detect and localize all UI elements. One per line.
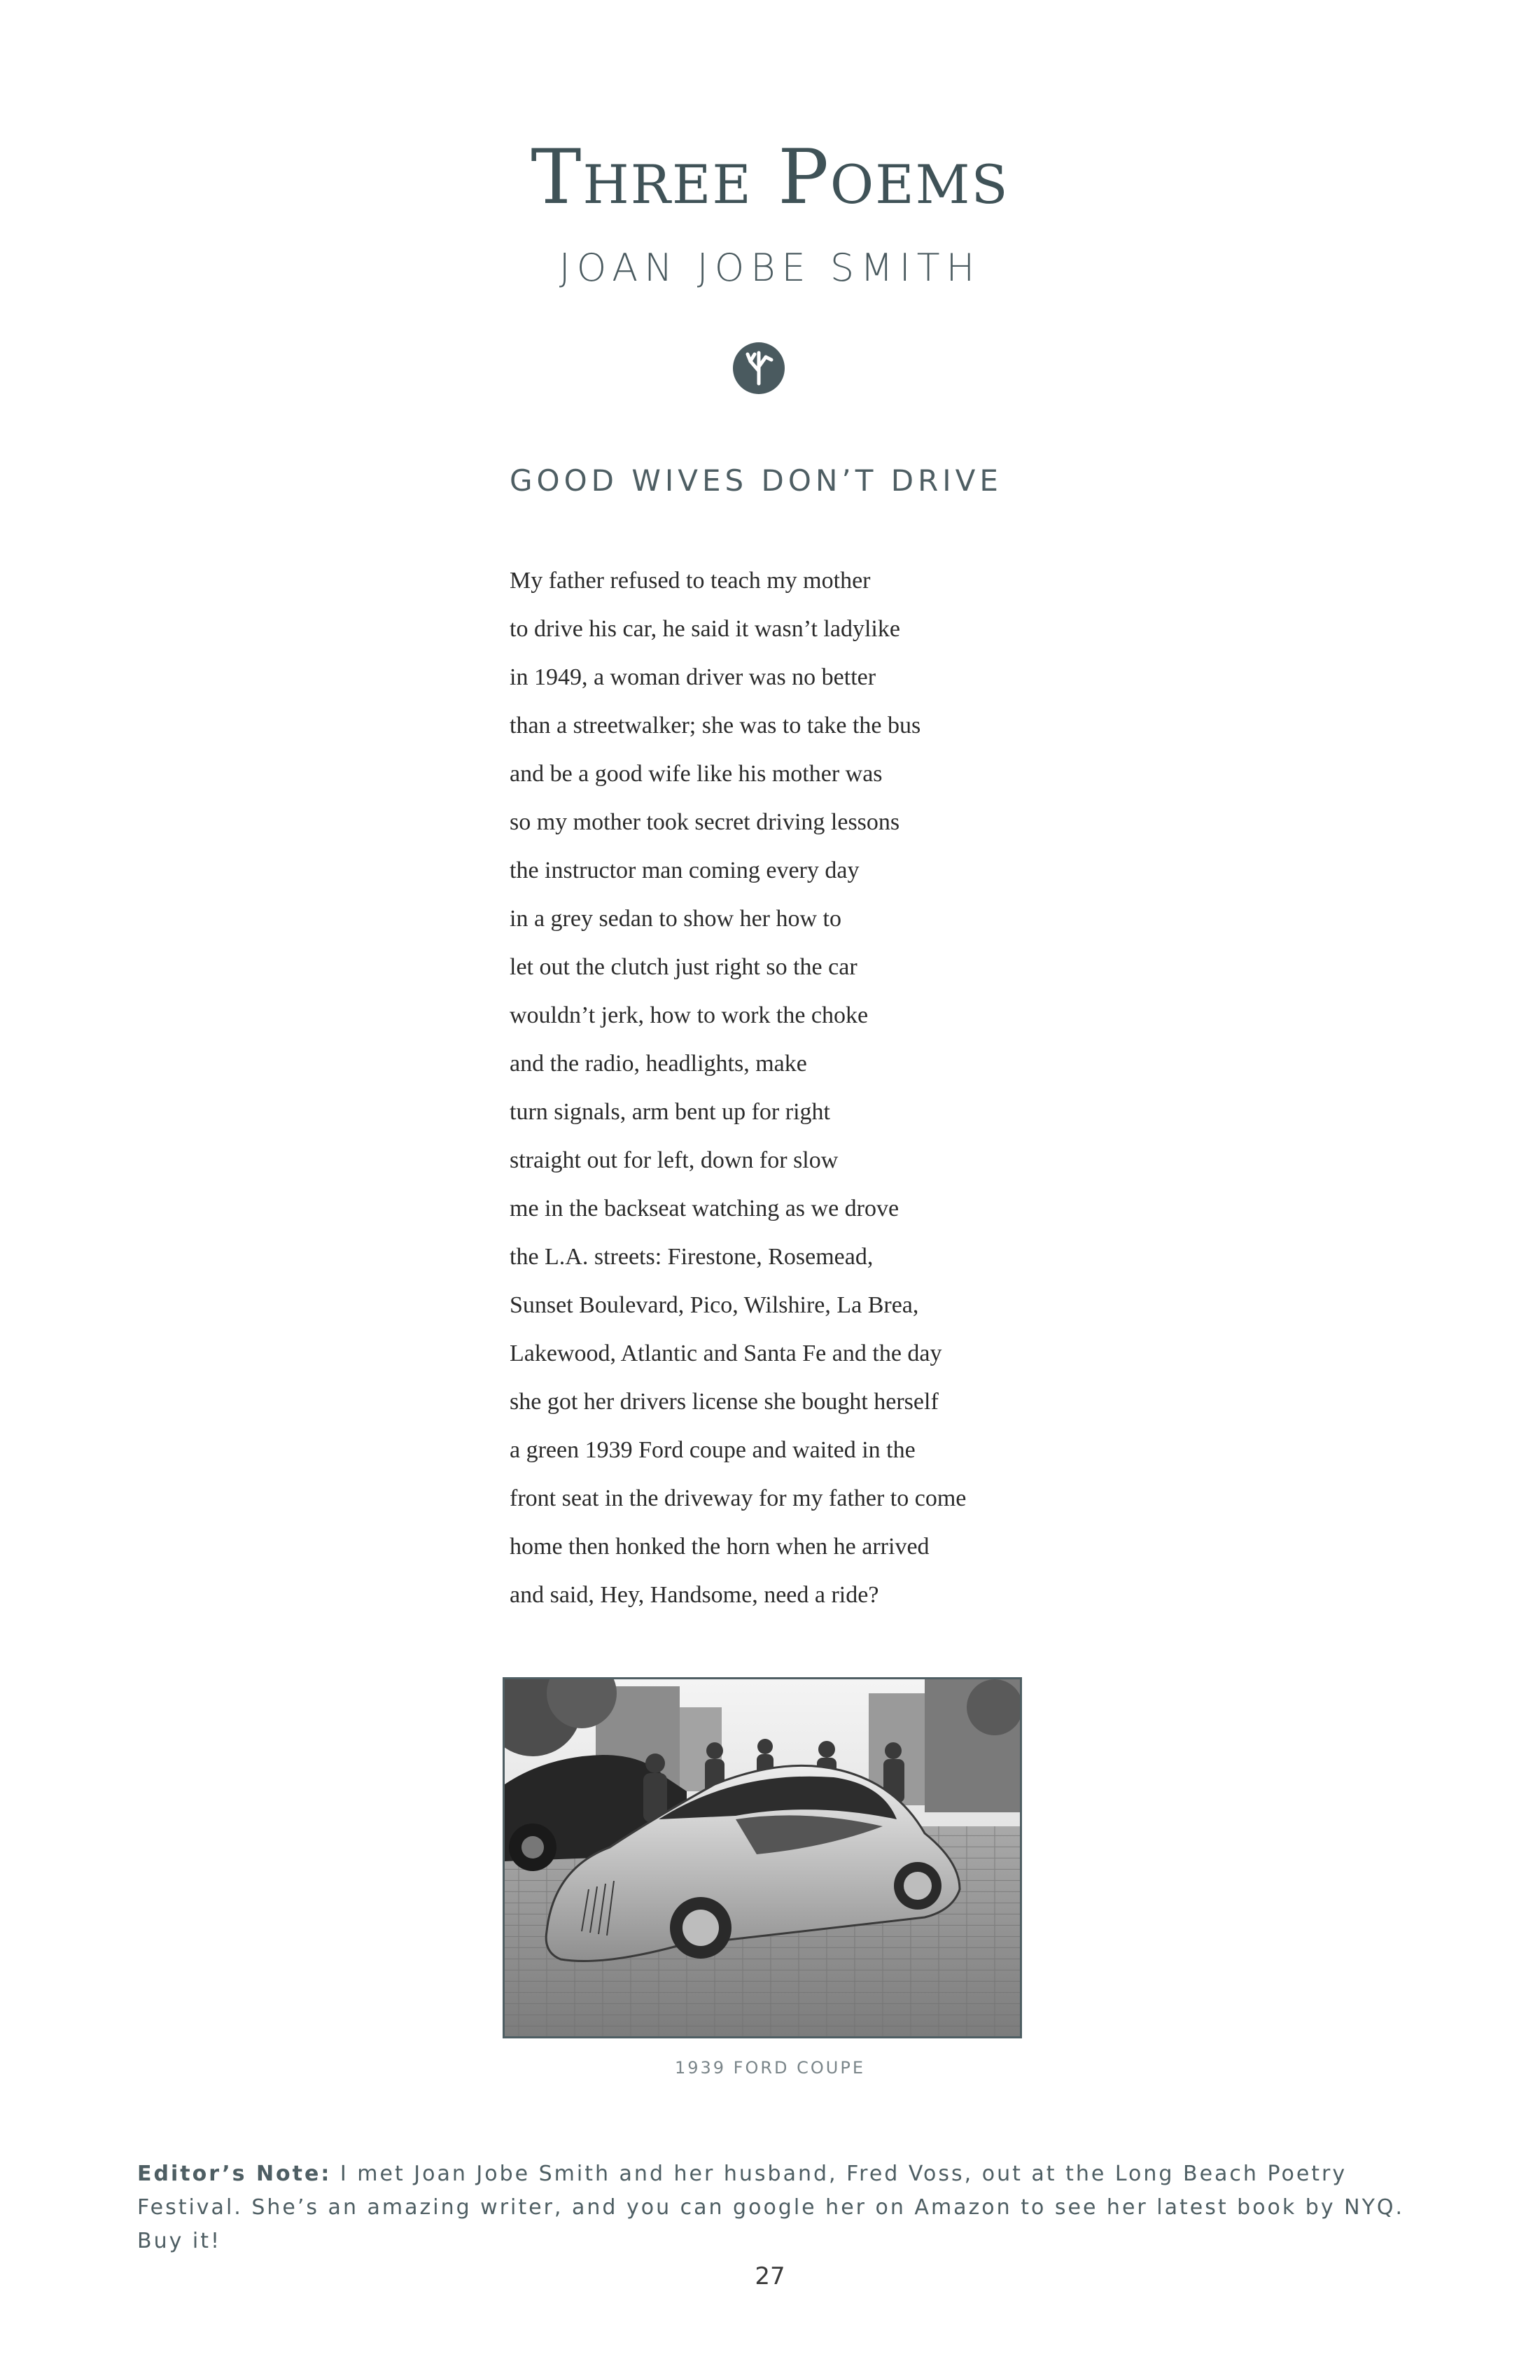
editors-note [137,2157,1439,2258]
poem-line: wouldn’t jerk, how to work the choke [510,1002,869,1028]
poem-line: Lakewood, Atlantic and Santa Fe and the day [510,1340,942,1366]
poem-line: to drive his car, he said it wasn’t ladylike [510,616,900,642]
poem-line: so my mother took secret driving lessons [510,809,900,835]
poem-line: Sunset Boulevard, Pico, Wilshire, La Brea, [510,1292,919,1318]
poem-line: My father refused to teach my mother [510,568,871,594]
poem-line: in a grey sedan to show her how to [510,906,842,932]
poem-body [510,560,1070,1623]
poem-line: than a streetwalker; she was to take the bus [510,713,921,738]
editors-note-label: Editor’s Note: [137,2162,332,2186]
poem-line: and said, Hey, Handsome, need a ride? [510,1582,879,1608]
editors-note-text: I met Joan Jobe Smith and her husband, Fred Voss, out at the Long Beach Poetry Festival. She’s an amazing writer, and you can google her on Amazon to see her latest book by NYQ. Buy it! [137,2162,1405,2253]
poem-line: she got her drivers license she bought herself [510,1389,939,1415]
poem-line: the L.A. streets: Firestone, Rosemead, [510,1244,874,1270]
poem-line: and the radio, headlights, make [510,1051,807,1077]
poem-line: and be a good wife like his mother was [510,761,883,787]
poem-line: straight out for left, down for slow [510,1147,839,1173]
photo-caption: 1939 FORD COUPE [674,2058,866,2078]
author-name: JOAN JOBE SMITH [559,246,981,290]
poem-line: turn signals, arm bent up for right [510,1099,830,1125]
page-number: 27 [755,2262,785,2290]
poem-line: a green 1939 Ford coupe and waited in the [510,1437,916,1463]
ford-coupe-photo [503,1677,1022,2038]
page-title: Three Poems [531,134,1009,221]
poem-line: me in the backseat watching as we drove [510,1196,899,1222]
poem-title: GOOD WIVES DON’T DRIVE [510,463,1002,498]
branch-emblem-icon [732,342,785,395]
poem-line: let out the clutch just right so the car [510,954,858,980]
poem-line: the instructor man coming every day [510,858,860,883]
poem-line: front seat in the driveway for my father to come [510,1485,967,1511]
poem-line: home then honked the horn when he arrived [510,1534,930,1560]
poem-line: in 1949, a woman driver was no better [510,664,876,690]
